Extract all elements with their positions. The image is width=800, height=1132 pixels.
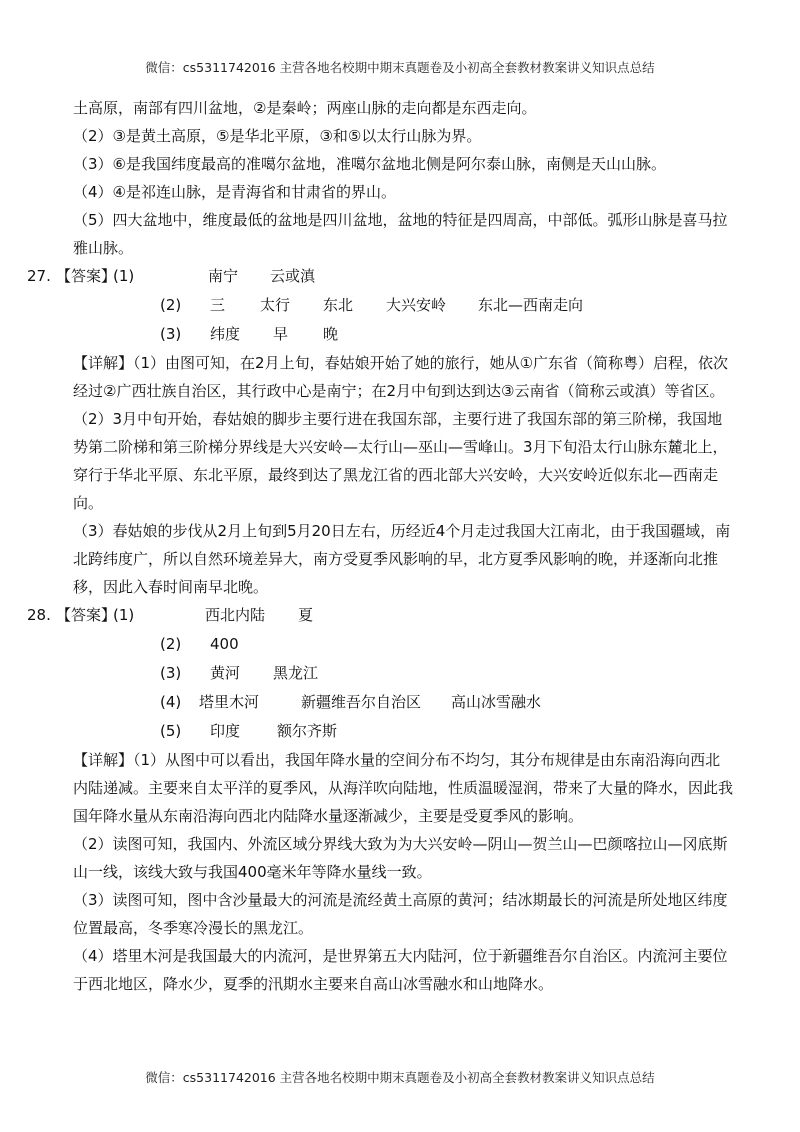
answer-item: 西北内陆 (205, 606, 266, 624)
q28-answer-row-2 (73, 630, 733, 659)
detail-paragraph: （3）读图可知，图中含沙量最大的河流是流经黄土高原的黄河；结冰期最长的河流是所处地区纬度位置最高，冬季寒冷漫长的黑龙江。 (73, 891, 728, 937)
detail-paragraph (73, 746, 733, 830)
q28-answer-row-5 (73, 717, 733, 746)
detail-text: （1）从图中可以看出，我国年降水量的空间分布不均匀，其分布规律是由东南沿海向西北内陆递减。主要来自太平洋的夏季风，从海洋吹向陆地，性质温暖湿润，带来了大量的降水，因此我国年降水量从东南沿海向西北内陆降水量逐渐减少，主要是受夏季风的影响。 (73, 751, 734, 825)
detail-paragraph: （4）塔里木河是我国最大的内流河，是世界第五大内陆河，位于新疆维吾尔自治区。内流河主要位于西北地区，降水少，夏季的汛期水主要来自高山冰雪融水和山地降水。 (73, 947, 728, 993)
page-header: 微信：cs5311742016 主营各地名校期中期末真题卷及小初高全套教材教案讲义知识点总结 (145, 60, 655, 75)
answer-item: 云或滇 (270, 267, 316, 285)
sub-number: (1) (113, 606, 135, 624)
answer-item: 大兴安岭 (386, 296, 447, 314)
answer-item: 黄河 (210, 664, 241, 682)
detail-paragraph: （2）3月中旬开始，春姑娘的脚步主要行进在我国东部，主要行进了我国东部的第三阶梯，我国地势第二阶梯和第三阶梯分界线是大兴安岭—太行山—巫山—雪峰山。3月下旬沿太行山脉东麓北上，穿行于华北平原、东北平原，最终到达了黑龙江省的西北部大兴安岭，大兴安岭近似东北—西南走向。 (73, 410, 728, 512)
answer-label: 【答案】 (56, 606, 117, 624)
intro-paragraph: （2）③是黄土高原，⑤是华北平原，③和⑤以太行山脉为界。 (73, 127, 482, 145)
sub-number: (5) (160, 722, 182, 740)
answer-item: 东北 (323, 296, 354, 314)
answer-item: 太行 (260, 296, 291, 314)
sub-number: (4) (160, 693, 182, 711)
answer-item: 南宁 (208, 267, 239, 285)
question-number: 27. (27, 267, 51, 285)
q27-answer-row-2 (73, 291, 733, 320)
answer-item: 黑龙江 (273, 664, 319, 682)
detail-text: （1）由图可知，在2月上旬，春姑娘开始了她的旅行，她从①广东省（简称粤）启程，依次经过②广西壮族自治区，其行政中心是南宁；在2月中旬到达到达③云南省（简称云或滇）等省区。 (73, 354, 729, 400)
answer-item: 印度 (210, 722, 241, 740)
answer-item: 额尔齐斯 (277, 722, 338, 740)
q27-answer-row-3 (73, 320, 733, 349)
detail-paragraph: （3）春姑娘的步伐从2月上旬到5月20日左右，历经近4个月走过我国大江南北，由于我国疆域，南北跨纬度广，所以自然环境差异大，南方受夏季风影响的早，北方夏季风影响的晚，并逐渐向北推移，因此入春时间南早北晚。 (73, 522, 731, 596)
answer-item: 纬度 (210, 325, 241, 343)
q28-answer-row-1 (27, 601, 733, 630)
sub-number: (1) (113, 267, 135, 285)
document-body (27, 94, 734, 998)
answer-item: 400 (210, 635, 239, 653)
q27-answer-row-1 (27, 262, 733, 291)
answer-item: 东北—西南走向 (478, 296, 584, 314)
detail-label: 【详解】 (73, 751, 134, 769)
question-number: 28. (27, 606, 51, 624)
answer-item: 夏 (298, 606, 314, 624)
intro-paragraph: 土高原，南部有四川盆地，②是秦岭；两座山脉的走向都是东西走向。 (73, 99, 537, 117)
sub-number: (3) (160, 325, 182, 343)
sub-number: (2) (160, 296, 182, 314)
sub-number: (2) (160, 635, 182, 653)
q28-answer-row-4 (73, 688, 733, 717)
intro-paragraph: （3）⑥是我国纬度最高的准噶尔盆地，准噶尔盆地北侧是阿尔泰山脉，南侧是天山山脉。 (73, 155, 666, 173)
intro-paragraph: （4）④是祁连山脉，是青海省和甘肃省的界山。 (73, 183, 396, 201)
answer-item: 新疆维吾尔自治区 (301, 693, 422, 711)
sub-number: (3) (160, 664, 182, 682)
answer-label: 【答案】 (56, 267, 117, 285)
answer-item: 三 (210, 296, 226, 314)
answer-item: 高山冰雪融水 (451, 693, 542, 711)
answer-item: 塔里木河 (199, 693, 260, 711)
intro-paragraph: （5）四大盆地中，维度最低的盆地是四川盆地，盆地的特征是四周高，中部低。弧形山脉是喜马拉雅山脉。 (73, 211, 728, 257)
answer-item: 晚 (323, 325, 339, 343)
detail-paragraph: （2）读图可知，我国内、外流区域分界线大致为为大兴安岭—阴山—贺兰山—巴颜喀拉山—冈底斯山一线，该线大致与我国400毫米年等降水量线一致。 (73, 835, 728, 881)
q28-answer-row-3 (73, 659, 733, 688)
page-footer: 微信：cs5311742016 主营各地名校期中期末真题卷及小初高全套教材教案讲义知识点总结 (145, 1070, 655, 1085)
detail-paragraph (73, 349, 733, 405)
detail-label: 【详解】 (73, 354, 134, 372)
answer-item: 早 (273, 325, 289, 343)
